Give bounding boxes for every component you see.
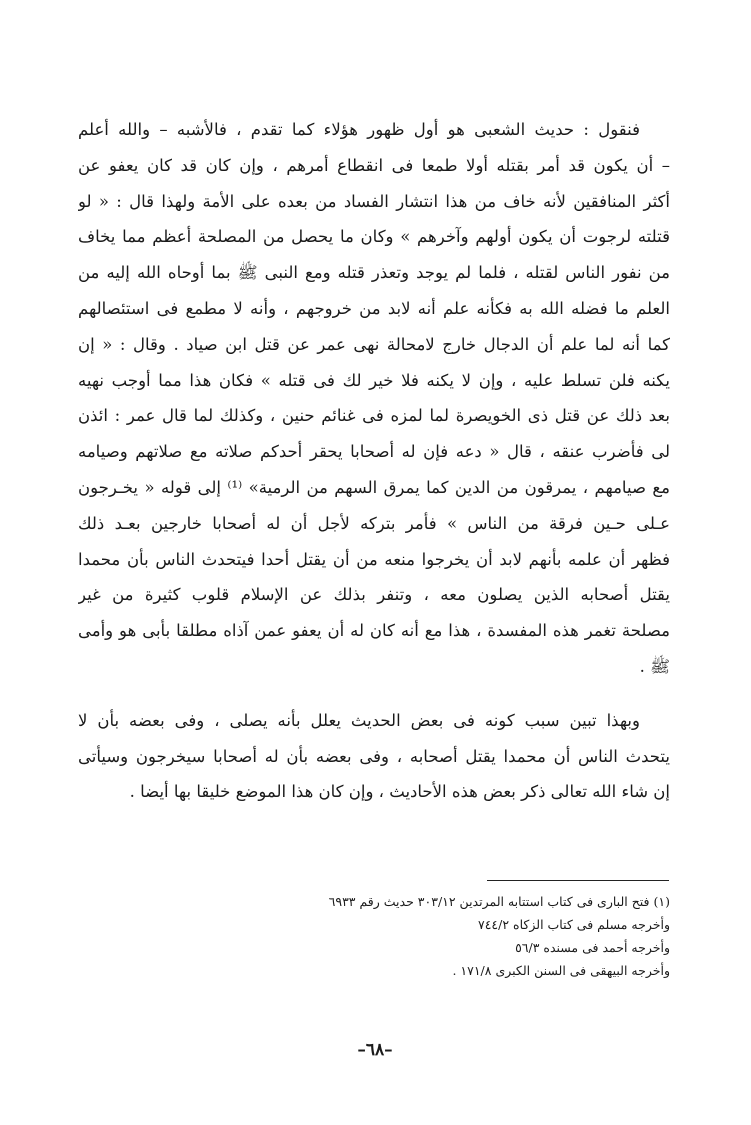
text-line: أكثر المنافقين لأنه خاف من هذا انتشار الفساد من بعده على الأمة ولهذا قال : « لو	[78, 191, 670, 211]
text-line: لى فأضرب عنقه ، قال « دعه فإن له أصحابا يحقر أحدكم صلاته مع صلاتهم وصيامه	[78, 442, 670, 462]
text-line: كما أنه لما علم أن الدجال خارج لامحالة نهى عمر عن قتل ابن صياد . وقال : « إن	[78, 334, 670, 354]
text-line: مع صيامهم ، يمرقون من الدين كما يمرق السهم من الرمية» ⁽¹⁾ إلى قوله « يخـرجون	[78, 477, 670, 497]
text-line: – أن يكون قد أمر بقتله أولا طمعا فى انقطاع أمرهم ، وإن كان قد كان يعفو عن	[78, 155, 670, 175]
text-line: مصلحة تغمر هذه المفسدة ، هذا مع أنه كان له أن يعفو عمن آذاه مطلقا بأبى هو وأمى	[78, 621, 670, 641]
text-line: العلم ما فضله الله به فكأنه علم أنه لابد من خروجهم ، وأنه لا مطمع فى استئصالهم	[78, 298, 670, 318]
text-line: فنقول : حديث الشعبى هو أول ظهور هؤلاء كما تقدم ، فالأشبه – والله أعلم	[78, 120, 640, 139]
text-line: يقتل أصحابه الذين يصلون معه ، وتنفر بذلك عن الإسلام قلوب كثيرة من غير	[78, 585, 670, 605]
text-line: يتحدث الناس أن محمدا يقتل أصحابه ، وفى بعضه بأن له أصحابا سيخرجون وسيأتى	[78, 746, 670, 766]
footnote-line: وأخرجه أحمد فى مسنده ٥٦/٣	[515, 940, 670, 955]
footnote-divider	[487, 880, 669, 881]
footnote-line: (١) فتح البارى فى كتاب استتابه المرتدين ٣٠٣/١٢ حديث رقم ٦٩٣٣	[328, 894, 670, 909]
text-line: بعد ذلك عن قتل ذى الخويصرة لما لمزه فى غنائم حنين ، وكذلك لما قال عمر : ائذن	[78, 406, 670, 426]
page-number: –٦٨–	[357, 1040, 393, 1060]
text-line: فظهر أن علمه بأنهم لابد أن يخرجوا منعه من أن يقتل أحدا فيتحدث الناس بأن محمدا	[78, 549, 670, 569]
main-text	[78, 112, 670, 810]
text-line: وبهذا تبين سبب كونه فى بعض الحديث يعلل بأنه يصلى ، وفى بعضه بأن لا	[78, 710, 640, 730]
footnotes	[250, 890, 670, 982]
paragraph-2	[78, 703, 670, 810]
footnote-line: وأخرجه مسلم فى كتاب الزكاه ٧٤٤/٢	[478, 917, 670, 932]
text-line: من نفور الناس لقتله ، فلما لم يوجد وتعذر قتله ومع النبى ﷺ بما أوحاه الله إليه من	[78, 263, 670, 283]
footnote-line: وأخرجه البيهقى فى السنن الكبرى ١٧١/٨ .	[452, 963, 670, 978]
text-line: إن شاء الله تعالى ذكر بعض هذه الأحاديث ، وإن كان هذا الموضع خليقا بها أيضا .	[129, 782, 670, 802]
text-line: ﷺ .	[639, 656, 670, 676]
text-line: قتلته لرجوت أن يكون أولهم وآخرهم » وكان ما يحصل من المصلحة أعظم مما يخاف	[78, 227, 670, 247]
text-line: يكنه فلن تسلط عليه ، وإن لا يكنه فلا خير لك فى قتله » فكان هذا مما أوجب نهيه	[78, 370, 670, 390]
paragraph-gap	[78, 685, 670, 703]
text-line: عـلى حـين فرقة من الناس » فأمر بتركه لأجل أن له أصحابا خارجين بعـد ذلك	[78, 513, 670, 533]
paragraph-1	[78, 112, 670, 685]
